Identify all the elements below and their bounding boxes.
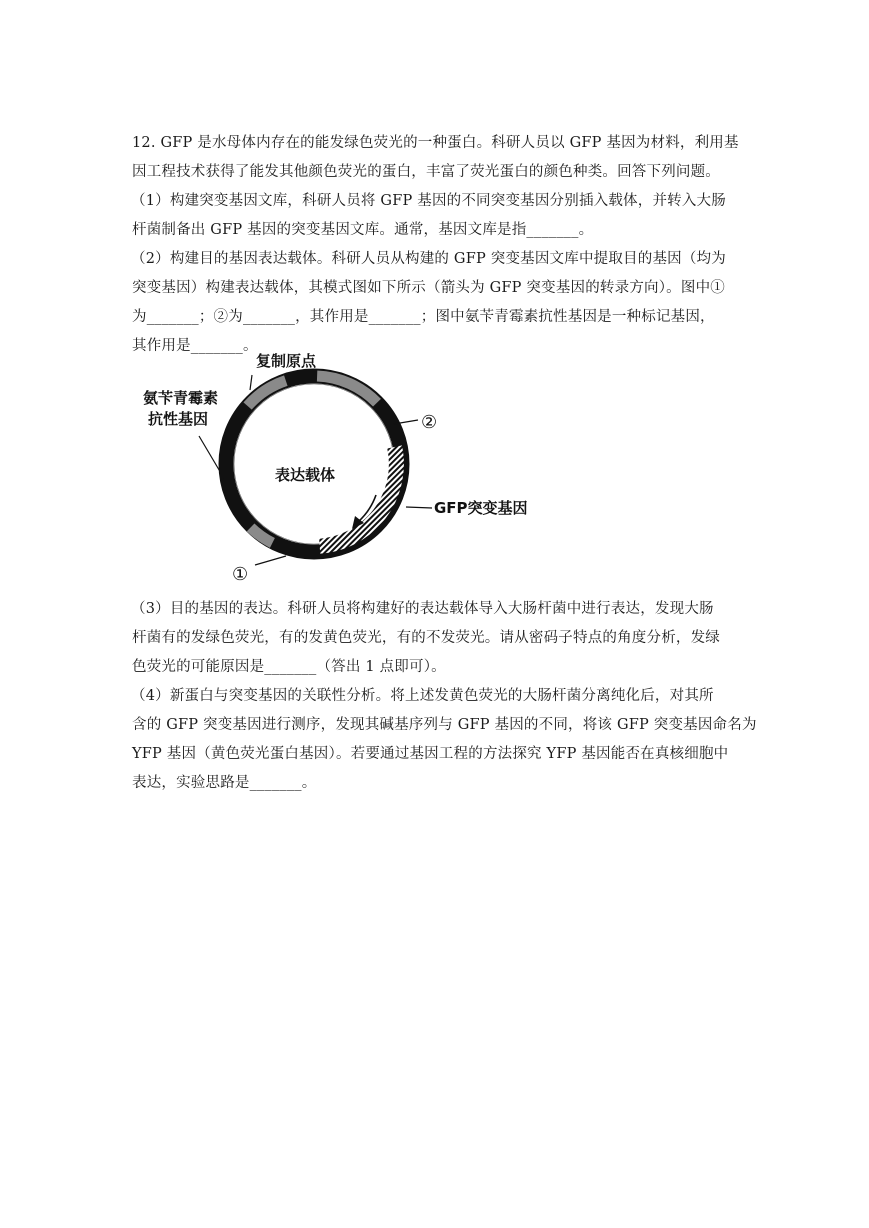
question-line: （4）新蛋白与突变基因的关联性分析。将上述发黄色荧光的大肠杆菌分离纯化后，对其所 [131, 688, 714, 704]
question-line: （2）构建目的基因表达载体。科研人员从构建的 GFP 突变基因文库中提取目的基因（均为 [131, 251, 726, 267]
label-2: ② [421, 412, 438, 433]
question-line: 其作用是_______。 [132, 338, 258, 354]
origin-label: 复制原点 [256, 352, 317, 370]
question-line: （1）构建突变基因文库，科研人员将 GFP 基因的不同突变基因分别插入载体，并转入大肠 [131, 193, 726, 209]
resistance-label-line1: 氨苄青霉素 [143, 389, 219, 407]
question-line: 杆菌制备出 GFP 基因的突变基因文库。通常，基因文库是指_______。 [132, 222, 594, 238]
gfp-gene-label: GFP突变基因 [434, 499, 528, 517]
gfp-mutant-gene-segment [320, 447, 397, 546]
question-line: 表达，实验思路是_______。 [132, 775, 317, 791]
question-line: （3）目的基因的表达。科研人员将构建好的表达载体导入大肠杆菌中进行表达，发现大肠 [131, 601, 714, 617]
resistance-label-line2: 抗性基因 [148, 410, 209, 428]
expression-vector-diagram [140, 340, 560, 585]
question-line: 突变基因）构建表达载体，其模式图如下所示（箭头为 GFP 突变基因的转录方向）。图中① [132, 280, 725, 296]
question-line: 12. GFP 是水母体内存在的能发绿色荧光的一种蛋白。科研人员以 GFP 基因为材料，利用基 [132, 135, 739, 151]
vector-center-label: 表达载体 [275, 466, 336, 484]
question-line: 因工程技术获得了能发其他颜色荧光的蛋白，丰富了荧光蛋白的颜色种类。回答下列问题。 [132, 164, 720, 180]
question-line: 为_______；②为_______，其作用是_______；图中氨苄青霉素抗性基因是一种标记基因， [132, 309, 715, 325]
question-line: 杆菌有的发绿色荧光，有的发黄色荧光，有的不发荧光。请从密码子特点的角度分析，发绿 [132, 630, 720, 646]
question-line: 含的 GFP 突变基因进行测序，发现其碱基序列与 GFP 基因的不同，将该 GFP 突变基因命名为 [132, 717, 757, 733]
segment-1 [251, 527, 273, 543]
label-1: ① [232, 564, 249, 585]
question-line: YFP 基因（黄色荧光蛋白基因）。若要通过基因工程的方法探究 YFP 基因能否在真核细胞中 [132, 746, 729, 762]
question-line: 色荧光的可能原因是_______（答出 1 点即可）。 [132, 659, 446, 675]
resistance-gene-segment [248, 381, 286, 406]
